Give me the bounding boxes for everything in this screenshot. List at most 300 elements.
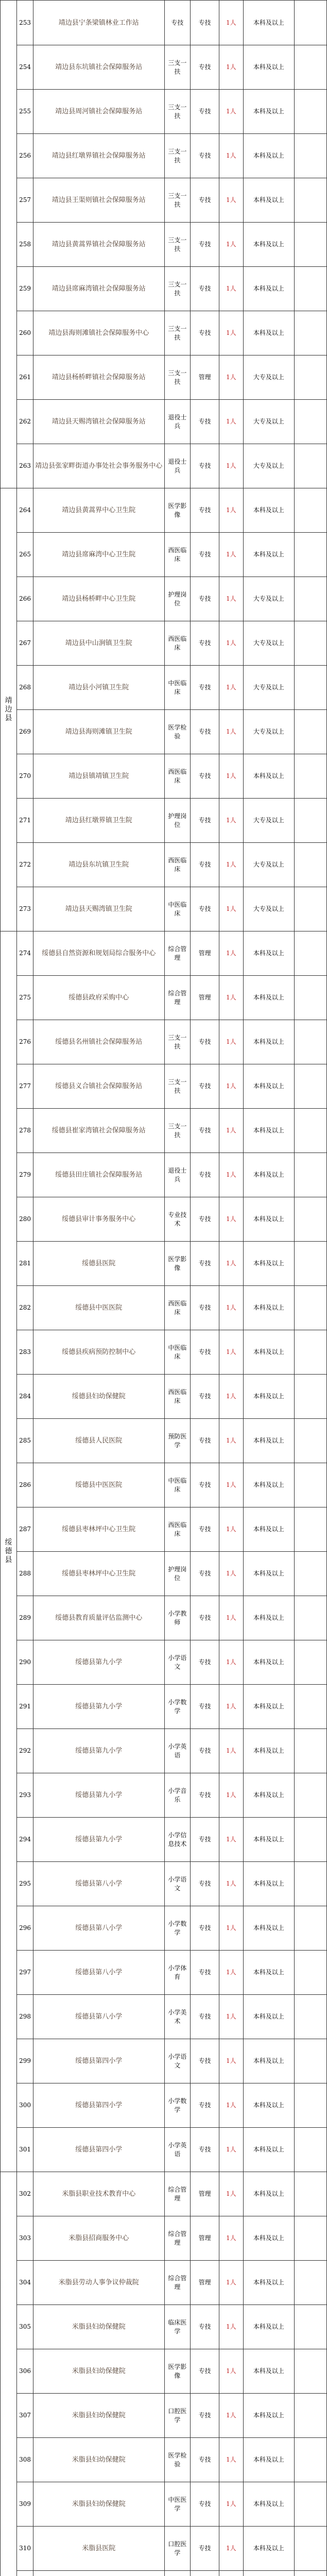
hire-count-cell: 1人 <box>219 355 244 400</box>
education-cell: 本科及以上 <box>243 1375 294 1419</box>
table-row <box>1 931 327 976</box>
post-type-cell: 专技 <box>191 1064 219 1109</box>
row-number-cell: 310 <box>17 2527 33 2571</box>
blank-cell <box>294 223 326 267</box>
post-type-cell: 专技 <box>191 2083 219 2128</box>
education-cell: 本科及以上 <box>243 1640 294 1685</box>
post-category-cell: 小学语文 <box>164 2039 191 2083</box>
education-cell: 本科及以上 <box>243 178 294 223</box>
post-category-cell: 退役士兵 <box>164 444 191 488</box>
unit-name-cell: 靖边县周河镇社会保障服务站 <box>33 90 164 134</box>
table-row <box>1 754 327 799</box>
post-type-cell <box>191 2571 219 2576</box>
row-number-cell: 300 <box>17 2083 33 2128</box>
post-category-cell: 小学数学 <box>164 1906 191 1951</box>
table-row <box>1 577 327 621</box>
post-category-cell: 中医临床 <box>164 1463 191 1507</box>
hire-count-cell: 1人 <box>219 1818 244 1862</box>
post-category-cell: 小学英语 <box>164 1729 191 1773</box>
post-category-cell: 三支一扶 <box>164 1020 191 1064</box>
post-type-cell: 专技 <box>191 1153 219 1197</box>
unit-name-cell: 米脂县职业技术教育中心 <box>33 2172 164 2216</box>
row-number-cell: 283 <box>17 1330 33 1375</box>
unit-name-cell: 绥德县第九小学 <box>33 1773 164 1818</box>
post-type-cell: 专技 <box>191 1242 219 1286</box>
unit-name-cell: 绥德县疾病预防控制中心 <box>33 1330 164 1375</box>
education-cell: 本科及以上 <box>243 1463 294 1507</box>
table-row <box>1 223 327 267</box>
blank-cell <box>294 400 326 444</box>
blank-cell <box>294 976 326 1020</box>
blank-cell <box>294 90 326 134</box>
table-row <box>1 710 327 754</box>
hire-count-cell: 1人 <box>219 2394 244 2438</box>
row-number-cell: 294 <box>17 1818 33 1862</box>
post-category-cell: 三支一扶 <box>164 223 191 267</box>
post-type-cell: 管理 <box>191 2172 219 2216</box>
row-number-cell: 257 <box>17 178 33 223</box>
blank-cell <box>294 533 326 577</box>
hire-count-cell: 1人 <box>219 1 244 45</box>
table-row <box>1 1818 327 1862</box>
unit-name-cell: 绥德县崔家湾镇社会保障服务站 <box>33 1109 164 1153</box>
education-cell: 大专及以上 <box>243 799 294 843</box>
hire-count-cell: 1人 <box>219 887 244 931</box>
education-cell: 本科及以上 <box>243 2394 294 2438</box>
post-type-cell: 专技 <box>191 2128 219 2172</box>
blank-cell <box>294 1773 326 1818</box>
education-cell: 本科及以上 <box>243 2172 294 2216</box>
education-cell: 本科及以上 <box>243 1020 294 1064</box>
education-cell: 本科及以上 <box>243 1685 294 1729</box>
education-cell: 本科及以上 <box>243 2305 294 2349</box>
unit-name-cell: 米脂县招商服务中心 <box>33 2216 164 2261</box>
post-category-cell: 小学音乐 <box>164 1773 191 1818</box>
post-category-cell: 三支一扶 <box>164 178 191 223</box>
education-cell: 本科及以上 <box>243 1286 294 1330</box>
row-number-cell: 289 <box>17 1596 33 1640</box>
post-category-cell: 护理岗位 <box>164 577 191 621</box>
table-row <box>1 887 327 931</box>
post-type-cell: 专技 <box>191 1197 219 1242</box>
post-type-cell: 专技 <box>191 2039 219 2083</box>
post-type-cell: 专技 <box>191 666 219 710</box>
row-number-cell: 270 <box>17 754 33 799</box>
post-type-cell: 专技 <box>191 1419 219 1463</box>
education-cell: 本科及以上 <box>243 1951 294 1995</box>
table-row <box>1 2482 327 2527</box>
post-type-cell: 专技 <box>191 2349 219 2394</box>
table-row <box>1 488 327 533</box>
unit-name-cell: 绥德县中医医院 <box>33 1463 164 1507</box>
table-row <box>1 1862 327 1906</box>
row-number-cell: 296 <box>17 1906 33 1951</box>
education-cell: 本科及以上 <box>243 1064 294 1109</box>
post-type-cell: 管理 <box>191 2261 219 2305</box>
post-type-cell: 专技 <box>191 710 219 754</box>
blank-cell <box>294 1640 326 1685</box>
post-category-cell: 西医临床 <box>164 533 191 577</box>
row-number-cell: 306 <box>17 2349 33 2394</box>
hire-count-cell: 1人 <box>219 1552 244 1596</box>
unit-name-cell: 靖边县海则滩镇社会保障服务中心 <box>33 311 164 355</box>
blank-cell <box>294 799 326 843</box>
post-category-cell: 西医临床 <box>164 621 191 666</box>
row-number-cell: 280 <box>17 1197 33 1242</box>
table-row <box>1 1951 327 1995</box>
row-number-cell: 301 <box>17 2128 33 2172</box>
unit-name-cell: 绥德县第四小学 <box>33 2039 164 2083</box>
post-category-cell: 三支一扶 <box>164 311 191 355</box>
post-type-cell: 专技 <box>191 45 219 90</box>
table-row <box>1 799 327 843</box>
unit-name-cell: 米脂县妇幼保健院 <box>33 2394 164 2438</box>
table-row <box>1 666 327 710</box>
hire-count-cell: 1人 <box>219 1862 244 1906</box>
table-row <box>1 400 327 444</box>
post-type-cell: 专技 <box>191 1463 219 1507</box>
row-number-cell: 275 <box>17 976 33 1020</box>
post-category-cell: 专技 <box>164 1 191 45</box>
post-type-cell: 专技 <box>191 1 219 45</box>
table-row <box>1 1242 327 1286</box>
blank-cell <box>294 267 326 311</box>
post-type-cell: 专技 <box>191 1773 219 1818</box>
education-cell: 本科及以上 <box>243 1 294 45</box>
post-type-cell: 专技 <box>191 887 219 931</box>
unit-name-cell: 靖边县红墩界镇卫生院 <box>33 799 164 843</box>
education-cell: 大专及以上 <box>243 843 294 887</box>
education-cell: 本科及以上 <box>243 754 294 799</box>
education-cell: 大专及以上 <box>243 400 294 444</box>
hire-count-cell: 1人 <box>219 799 244 843</box>
education-cell: 本科及以上 <box>243 1419 294 1463</box>
blank-cell <box>294 1153 326 1197</box>
hire-count-cell: 1人 <box>219 1729 244 1773</box>
hire-count-cell: 1人 <box>219 2527 244 2571</box>
post-category-cell: 西医临床 <box>164 1286 191 1330</box>
education-cell: 大专及以上 <box>243 666 294 710</box>
table-row <box>1 311 327 355</box>
education-cell: 本科及以上 <box>243 1109 294 1153</box>
unit-name-cell: 靖边县张家畔街道办事处社会事务服务中心 <box>33 444 164 488</box>
blank-cell <box>294 887 326 931</box>
table-row <box>1 1375 327 1419</box>
unit-name-cell: 绥德县中医医院 <box>33 1286 164 1330</box>
post-type-cell: 专技 <box>191 134 219 178</box>
post-category-cell: 综合管理 <box>164 2261 191 2305</box>
education-cell: 大专及以上 <box>243 444 294 488</box>
blank-cell <box>294 1064 326 1109</box>
hire-count-cell: 1人 <box>219 444 244 488</box>
education-cell: 大专及以上 <box>243 355 294 400</box>
blank-cell <box>294 178 326 223</box>
post-category-cell: 医学影像 <box>164 488 191 533</box>
unit-name-cell: 绥德县第九小学 <box>33 1818 164 1862</box>
blank-cell <box>294 1463 326 1507</box>
unit-name-cell: 绥德县审计事务服务中心 <box>33 1197 164 1242</box>
education-cell: 本科及以上 <box>243 2261 294 2305</box>
table-row <box>1 1773 327 1818</box>
post-type-cell: 专技 <box>191 799 219 843</box>
education-cell: 本科及以上 <box>243 2527 294 2571</box>
post-type-cell: 专技 <box>191 2527 219 2571</box>
row-number-cell: 302 <box>17 2172 33 2216</box>
recruitment-table-body <box>1 1 327 2576</box>
unit-name-cell: 绥德县第九小学 <box>33 1640 164 1685</box>
blank-cell <box>294 843 326 887</box>
unit-name-cell: 绥德县第九小学 <box>33 1685 164 1729</box>
education-cell: 本科及以上 <box>243 1507 294 1552</box>
hire-count-cell: 1人 <box>219 843 244 887</box>
post-category-cell: 专业技术 <box>164 1197 191 1242</box>
hire-count-cell: 1人 <box>219 1020 244 1064</box>
blank-cell <box>294 2305 326 2349</box>
row-number-cell: 287 <box>17 1507 33 1552</box>
hire-count-cell: 1人 <box>219 1242 244 1286</box>
post-type-cell: 专技 <box>191 1596 219 1640</box>
hire-count-cell <box>219 2571 244 2576</box>
hire-count-cell: 1人 <box>219 2261 244 2305</box>
hire-count-cell: 1人 <box>219 2083 244 2128</box>
post-type-cell: 专技 <box>191 1020 219 1064</box>
post-type-cell: 专技 <box>191 488 219 533</box>
unit-name-cell: 绥德县第八小学 <box>33 1906 164 1951</box>
post-category-cell: 三支一扶 <box>164 1064 191 1109</box>
post-type-cell: 专技 <box>191 444 219 488</box>
blank-cell <box>294 577 326 621</box>
hire-count-cell: 1人 <box>219 1463 244 1507</box>
post-type-cell: 专技 <box>191 2482 219 2527</box>
row-number-cell: 276 <box>17 1020 33 1064</box>
row-number-cell: 285 <box>17 1419 33 1463</box>
row-number-cell: 261 <box>17 355 33 400</box>
unit-name-cell: 绥德县义合镇社会保障服务站 <box>33 1064 164 1109</box>
hire-count-cell: 1人 <box>219 488 244 533</box>
row-number-cell: 291 <box>17 1685 33 1729</box>
hire-count-cell: 1人 <box>219 1109 244 1153</box>
post-type-cell: 专技 <box>191 90 219 134</box>
hire-count-cell: 1人 <box>219 1330 244 1375</box>
hire-count-cell: 1人 <box>219 533 244 577</box>
post-type-cell: 专技 <box>191 267 219 311</box>
education-cell: 本科及以上 <box>243 1729 294 1773</box>
blank-cell <box>294 2527 326 2571</box>
blank-cell <box>294 2571 326 2576</box>
row-number-cell: 256 <box>17 134 33 178</box>
table-row <box>1 1640 327 1685</box>
unit-name-cell: 绥德县名州镇社会保障服务站 <box>33 1020 164 1064</box>
post-category-cell: 三支一扶 <box>164 45 191 90</box>
hire-count-cell: 1人 <box>219 1773 244 1818</box>
unit-name-cell: 绥德县医院 <box>33 1242 164 1286</box>
post-type-cell: 专技 <box>191 1685 219 1729</box>
table-row <box>1 2349 327 2394</box>
post-category-cell: 口腔医学 <box>164 2394 191 2438</box>
table-row <box>1 2083 327 2128</box>
table-row <box>1 2261 327 2305</box>
unit-name-cell: 绥德县第八小学 <box>33 1995 164 2039</box>
hire-count-cell: 1人 <box>219 1197 244 1242</box>
blank-cell <box>294 710 326 754</box>
post-category-cell: 综合管理 <box>164 2172 191 2216</box>
row-number-cell: 265 <box>17 533 33 577</box>
row-number-cell: 288 <box>17 1552 33 1596</box>
hire-count-cell: 1人 <box>219 754 244 799</box>
education-cell: 本科及以上 <box>243 533 294 577</box>
hire-count-cell: 1人 <box>219 1640 244 1685</box>
blank-cell <box>294 1286 326 1330</box>
unit-name-cell: 靖边县海则滩镇卫生院 <box>33 710 164 754</box>
blank-cell <box>294 931 326 976</box>
row-number-cell: 307 <box>17 2394 33 2438</box>
hire-count-cell: 1人 <box>219 710 244 754</box>
post-category-cell: 预防医学 <box>164 1419 191 1463</box>
hire-count-cell: 1人 <box>219 577 244 621</box>
post-category-cell: 退役士兵 <box>164 400 191 444</box>
post-category-cell: 小学体育 <box>164 1951 191 1995</box>
row-number-cell: 264 <box>17 488 33 533</box>
post-category-cell: 护理岗位 <box>164 799 191 843</box>
unit-name-cell: 绥德县田庄镇社会保障服务站 <box>33 1153 164 1197</box>
unit-name-cell: 绥德县第九小学 <box>33 1729 164 1773</box>
table-row <box>1 1906 327 1951</box>
county-cell <box>1 2172 17 2576</box>
post-type-cell: 专技 <box>191 2305 219 2349</box>
blank-cell <box>294 1197 326 1242</box>
row-number-cell: 253 <box>17 1 33 45</box>
hire-count-cell: 1人 <box>219 90 244 134</box>
hire-count-cell: 1人 <box>219 400 244 444</box>
hire-count-cell: 1人 <box>219 1507 244 1552</box>
post-category-cell: 临床医学 <box>164 2305 191 2349</box>
post-type-cell: 专技 <box>191 2394 219 2438</box>
education-cell: 本科及以上 <box>243 134 294 178</box>
table-row <box>1 843 327 887</box>
post-type-cell: 专技 <box>191 621 219 666</box>
post-type-cell: 专技 <box>191 533 219 577</box>
blank-cell <box>294 1596 326 1640</box>
blank-cell <box>294 2394 326 2438</box>
post-type-cell: 专技 <box>191 843 219 887</box>
post-type-cell: 专技 <box>191 1862 219 1906</box>
table-row <box>1 1109 327 1153</box>
unit-name-cell: 靖边县东坑镇社会保障服务站 <box>33 45 164 90</box>
blank-cell <box>294 488 326 533</box>
post-category-cell: 小学语文 <box>164 1862 191 1906</box>
post-type-cell: 专技 <box>191 577 219 621</box>
unit-name-cell: 米脂县妇幼保健院 <box>33 2482 164 2527</box>
unit-name-cell: 靖边县席麻湾中心卫生院 <box>33 533 164 577</box>
blank-cell <box>294 1507 326 1552</box>
education-cell: 本科及以上 <box>243 488 294 533</box>
education-cell: 本科及以上 <box>243 2039 294 2083</box>
post-category-cell: 小学信息技术 <box>164 1818 191 1862</box>
unit-name-cell: 靖边县黄蒿界镇社会保障服务站 <box>33 223 164 267</box>
blank-cell <box>294 2261 326 2305</box>
post-type-cell: 专技 <box>191 178 219 223</box>
unit-name-cell: 靖边县黄蒿界中心卫生院 <box>33 488 164 533</box>
post-category-cell: 三支一扶 <box>164 355 191 400</box>
unit-name-cell: 靖边县天赐湾镇卫生院 <box>33 887 164 931</box>
blank-cell <box>294 1818 326 1862</box>
blank-cell <box>294 1109 326 1153</box>
post-type-cell: 专技 <box>191 1109 219 1153</box>
hire-count-cell: 1人 <box>219 1596 244 1640</box>
row-number-cell: 273 <box>17 887 33 931</box>
education-cell: 本科及以上 <box>243 1773 294 1818</box>
post-type-cell: 专技 <box>191 1286 219 1330</box>
table-row <box>1 1596 327 1640</box>
blank-cell <box>294 1995 326 2039</box>
table-row <box>1 2394 327 2438</box>
row-number-cell: 278 <box>17 1109 33 1153</box>
table-row <box>1 1552 327 1596</box>
hire-count-cell: 1人 <box>219 931 244 976</box>
post-category-cell: 退役士兵 <box>164 1153 191 1197</box>
education-cell: 本科及以上 <box>243 1995 294 2039</box>
table-row <box>1 1463 327 1507</box>
education-cell: 大专及以上 <box>243 710 294 754</box>
table-row <box>1 2305 327 2349</box>
unit-name-cell: 靖边县东坑镇卫生院 <box>33 843 164 887</box>
hire-count-cell: 1人 <box>219 1375 244 1419</box>
blank-cell <box>294 2349 326 2394</box>
post-type-cell: 专技 <box>191 1552 219 1596</box>
blank-cell <box>294 2482 326 2527</box>
row-number-cell: 266 <box>17 577 33 621</box>
row-number-cell: 260 <box>17 311 33 355</box>
post-category-cell: 医学检验 <box>164 2438 191 2482</box>
row-number-cell: 293 <box>17 1773 33 1818</box>
row-number-cell: 290 <box>17 1640 33 1685</box>
education-cell: 本科及以上 <box>243 223 294 267</box>
post-category-cell: 小学数学 <box>164 1685 191 1729</box>
row-number-cell: 292 <box>17 1729 33 1773</box>
post-category-cell: 西医临床 <box>164 1375 191 1419</box>
post-category-cell: 口腔医学 <box>164 2527 191 2571</box>
post-category-cell: 医学影像 <box>164 1242 191 1286</box>
hire-count-cell: 1人 <box>219 2305 244 2349</box>
blank-cell <box>294 355 326 400</box>
post-type-cell: 专技 <box>191 223 219 267</box>
blank-cell <box>294 2172 326 2216</box>
post-category-cell: 综合管理 <box>164 931 191 976</box>
hire-count-cell: 1人 <box>219 666 244 710</box>
unit-name-cell: 绥德县枣林坪中心卫生院 <box>33 1507 164 1552</box>
blank-cell <box>294 2216 326 2261</box>
hire-count-cell: 1人 <box>219 267 244 311</box>
hire-count-cell: 1人 <box>219 1951 244 1995</box>
hire-count-cell: 1人 <box>219 2482 244 2527</box>
unit-name-cell: 靖边县杨桥畔中心卫生院 <box>33 577 164 621</box>
row-number-cell: 258 <box>17 223 33 267</box>
education-cell: 本科及以上 <box>243 1197 294 1242</box>
post-type-cell: 专技 <box>191 754 219 799</box>
hire-count-cell: 1人 <box>219 134 244 178</box>
post-category-cell: 三支一扶 <box>164 90 191 134</box>
row-number-cell: 271 <box>17 799 33 843</box>
unit-name-cell: 绥德县自然资源和规划局综合服务中心 <box>33 931 164 976</box>
unit-name-cell: 绥德县妇幼保健院 <box>33 1375 164 1419</box>
unit-name-cell: 绥德县人民医院 <box>33 1419 164 1463</box>
post-type-cell: 专技 <box>191 1818 219 1862</box>
hire-count-cell: 1人 <box>219 178 244 223</box>
row-number-cell: 269 <box>17 710 33 754</box>
post-category-cell: 中医临床 <box>164 666 191 710</box>
post-category-cell: 中医医学 <box>164 2482 191 2527</box>
education-cell: 本科及以上 <box>243 2349 294 2394</box>
